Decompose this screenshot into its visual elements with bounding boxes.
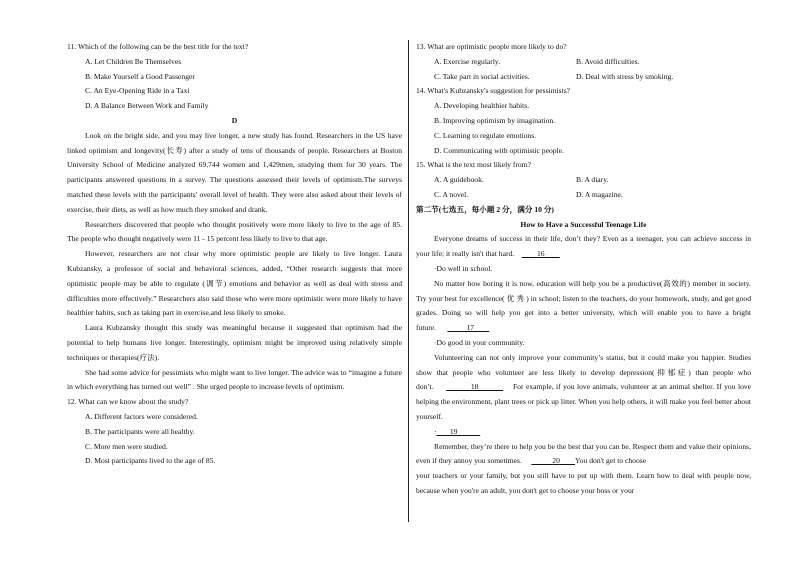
passage-d-paragraph-3: However, researchers are not clear why more optimistic people are likely to live longer. Laura Kubzansky, a professor of social and behavioral sciences, added, “Other research suggests that more optimistic people may be able to regulate (调节) emotions and behavior as well as deal with stress and difficulties more effectively.” Researchers also said those who were more optimistic were more likely to have healthier habits, such as taking part in exercise,and less likely to smoke. bbox=[67, 249, 402, 318]
q14-option-a: A. Developing healthier habits. bbox=[434, 101, 530, 111]
q13-stem: 13. What are optimistic people more likely to do? bbox=[416, 42, 567, 51]
bullet: · bbox=[434, 426, 437, 436]
passage-title: How to Have a Successful Teenage Life bbox=[520, 219, 647, 229]
cloze-text-1: Everyone dreams of success in their life, don’t they? Even as a teenager, you can achieve success in your life; it really isn't that hard. bbox=[416, 234, 751, 259]
q13-options-row-1 bbox=[416, 55, 751, 70]
q15-options-row-1 bbox=[416, 173, 751, 188]
q12-option-b: B. The participants were all healthy. bbox=[85, 426, 195, 436]
q12-option-a: A. Different factors were considered. bbox=[85, 411, 198, 421]
blank-18-number: 18 bbox=[470, 382, 479, 392]
subheading-blank-19 bbox=[416, 425, 751, 440]
cloze-text-3: Volunteering can not only improve your community’s status, but it could make you happier. Studies show that people who volunteer are less likely to develop depression(抑郁症) than people who don’t. bbox=[416, 352, 751, 392]
q12-option-c: C. More men were studied. bbox=[85, 441, 168, 451]
q11-option-c: C. An Eye-Opening Ride in a Taxi bbox=[85, 86, 190, 96]
q12-stem: 12. What can we know about the study? bbox=[67, 397, 189, 407]
q15-option-d: D. A magazine. bbox=[576, 189, 623, 199]
right-column bbox=[416, 40, 751, 499]
passage-d-paragraph-2: Researchers discovered that people who thought positively were more likely to live to the age of 85. The people who thought negatively were 11 - 15 percent less likely to live to that age. bbox=[67, 219, 402, 244]
cloze-text-4: Remember, they’re there to help you be the best that you can be. Respect them and value their opinions, even if they annoy you sometimes. bbox=[416, 441, 751, 466]
cloze-text-4b: You don't get to choose bbox=[575, 456, 647, 466]
blank-17 bbox=[447, 323, 489, 332]
subheading-community: ·Do good in your community. bbox=[434, 337, 525, 347]
blank-19 bbox=[437, 427, 481, 436]
passage-d-paragraph-5: She had some advice for pessimists who might want to live longer. The advice was to “imagine a future in which everything has turned out well” . She urged people to increase levels of optimism. bbox=[67, 367, 402, 392]
blank-20 bbox=[531, 456, 575, 465]
q15-option-c: C. A novel. bbox=[434, 189, 469, 199]
subheading-school: ·Do well in school. bbox=[434, 263, 493, 273]
blank-16-number: 16 bbox=[536, 249, 545, 259]
blank-18 bbox=[446, 382, 503, 391]
q14-option-c: C. Learning to regulate emotions. bbox=[434, 130, 537, 140]
cloze-text-3b: For example, if you love animals, volunteer at an animal shelter. If you love helping the environment, plant trees or pick up litter. When you help others, it will make you feel better about yourself. bbox=[416, 382, 752, 421]
cloze-paragraph-5: your teachers or your family, but you still have to put up with them. Learn how to deal with people now, because when you're an adult, you don't get to choose your boss or your bbox=[416, 471, 751, 495]
q13-options-row-2 bbox=[416, 70, 751, 85]
column-divider bbox=[408, 40, 409, 522]
q13-option-c: C. Take part in social activities. bbox=[434, 71, 530, 81]
q15-stem: 15. What is the text most likely from? bbox=[416, 160, 532, 170]
blank-19-number: 19 bbox=[449, 426, 458, 436]
cloze-paragraph-3 bbox=[416, 351, 751, 425]
q15-option-a: A. A guidebook. bbox=[434, 175, 484, 185]
cloze-paragraph-1 bbox=[416, 232, 751, 262]
passage-d-letter: D bbox=[231, 115, 238, 125]
q14-option-d: D. Communicating with optimistic people. bbox=[434, 145, 564, 155]
cloze-text-2: No matter how boring it is now, education will help you be a productive(高效的) member in society. Try your best for excellence( 优 秀 ) in school; listen to the teachers, do your homework, study, and get good grades. Doing so will help you get into a better university, which will enable you to have a bright future. bbox=[416, 278, 751, 333]
q15-option-b: B. A diary. bbox=[576, 175, 609, 185]
q11-option-a: A. Let Children Be Themselves bbox=[85, 56, 182, 66]
blank-17-number: 17 bbox=[466, 323, 474, 333]
q11-stem: 11. Which of the following can be the best title for the text? bbox=[67, 42, 249, 51]
blank-20-number: 20 bbox=[552, 456, 560, 466]
blank-16 bbox=[522, 249, 560, 258]
cloze-paragraph-2 bbox=[416, 277, 751, 336]
q14-stem: 14. What's Kubzansky's suggestion for pessimists? bbox=[416, 86, 571, 96]
passage-d-paragraph-1: Look on the bright side, and you may live longer, a new study has found. Researchers in the US have linked optimism and longevity(长寿) after a study of tens of thousands of people. Researchers at Boston University School of Medicine analyzed 69,744 women and 1,429men, studying them for 30 years. The participants answered questions in a survey. The questions assessed their levels of optimism.The surveys matched these levels with the participants' overall level of health. They were also asked about their levels of exercise, their diets, as well as how much they smoked and drank. bbox=[67, 130, 402, 214]
section-heading: 第二节(七选五，每小题 2 分，满分 10 分) bbox=[416, 204, 554, 214]
q13-option-b: B. Avoid difficulties. bbox=[576, 56, 640, 66]
q14-option-b: B. Improving optimism by imagination. bbox=[434, 115, 556, 125]
q15-options-row-2 bbox=[416, 188, 751, 203]
left-column bbox=[67, 40, 402, 469]
q13-option-d: D. Deal with stress by smoking. bbox=[576, 71, 674, 81]
q12-option-d: D. Most participants lived to the age of 85. bbox=[85, 456, 216, 466]
q13-option-a: A. Exercise regularly. bbox=[434, 56, 501, 66]
passage-d-paragraph-4: Laura Kubzansky thought this study was meaningful because it suggested that optimism had the potential to help humans live longer. Interestingly, optimism might be improved using relatively simple techniques or therapies(疗法). bbox=[67, 323, 402, 362]
q11-option-b: B. Make Yourself a Good Passenger bbox=[85, 71, 195, 81]
cloze-paragraph-4 bbox=[416, 440, 751, 470]
q11-option-d: D. A Balance Between Work and Family bbox=[85, 101, 209, 111]
